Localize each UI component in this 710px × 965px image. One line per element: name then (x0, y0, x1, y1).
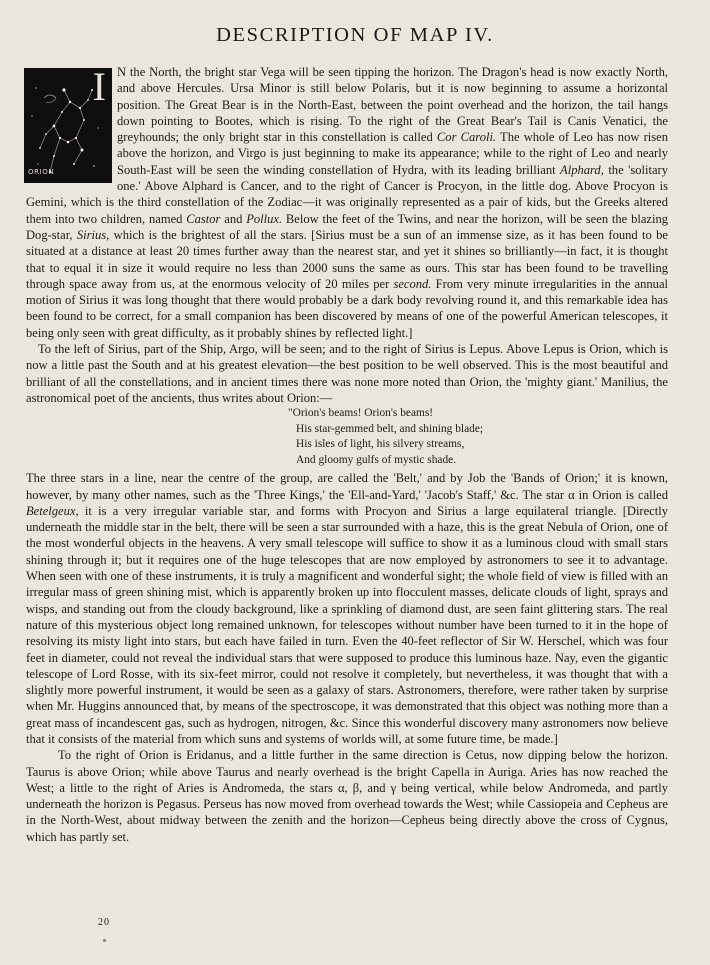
poem-quote (26, 406, 668, 468)
page-number: 20 (98, 917, 110, 928)
poem-line: His star-gemmed belt, and shining blade; (296, 422, 484, 435)
paragraph-2: To the left of Sirius, part of the Ship, Argo, will be seen; and to the right of Sirius is Lepus. Above Lepus is Orion, which is now a little past the South and at his greatest elevation—the best position to be well observed. This is the most beautiful and brilliant of all the constellations, and in ancient times there was none more noted than Orion, the 'mighty giant.' Manilius, the astronomical poet of the ancients, thus writes about Orion:— (26, 342, 668, 405)
figure-label: ORION (28, 167, 55, 176)
page-title: DESCRIPTION OF MAP IV. (216, 24, 494, 46)
drop-cap-letter: I (92, 64, 106, 109)
poem-line: His isles of light, his silvery streams, (296, 438, 465, 451)
paragraph-1: N the North, the bright star Vega will be seen tipping the horizon. The Dragon's head is now exactly North, and above Hercules. Ursa Minor is still below Polaris, but it is now beginning to assume a horizontal position. The Great Bear is in the North-East, between the point overhead and the horizon, the tail hangs down pointing to Bootes, which is rising. To the right of the Great Bear's Tail is Canis Venatici, the greyhounds; the only bright star in this constellation is called Cor Caroli. The whole of Leo has now risen above the horizon, and Virgo is just beginning to make its appearance; while to the right of Leo and nearly South-East will be seen the winding constellation of Hydra, with its leading brilliant Alphard, the 'solitary one.' Above Alphard is Cancer, and to the right of Cancer is Procyon, in the little dog. Above Procyon is Gemini, which is the third constellation of the Zodiac—it was originally represented as a pair of kids, but the Greeks altered them into two children, named Castor and Pollux. Below the feet of the Twins, and near the horizon, will be seen the blazing Dog-star, Sirius, which is the brightest of all the stars. [Sirius must be a sun of an immense size, as it has been found to be situated at a distance at least 20 times further away than the nearest star, and yet it shines so brilliantly—in fact, it is thought that to equal it in size it would require no less than 2000 suns the same as ours. This star has been found to be travelling through space away from us, at the enormous velocity of 20 miles per second. From very minute irregularities in the annual motion of Sirius it was long thought that there would probably be a dark body revolving round it, and this remarkable idea has been found to be correct, for a small companion has been discovered by means of one of the powerful American telescopes, it being only seen with great difficulty, as it probably shines by reflected light.] (26, 65, 669, 340)
poem-line: "Orion's beams! Orion's beams! (288, 407, 434, 420)
orion-illustration (24, 64, 112, 183)
paragraph-4: To the right of Orion is Eridanus, and a little further in the same direction is Cetus, now dipping below the horizon. Taurus is above Orion; while above Taurus and nearly overhead is the bright Capella in Auriga. Aries has now reached the West; a little to the right of Aries is Andromeda, the stars α, β, and γ being vertical, while below Andromeda, and partly underneath the horizon is Pegasus. Perseus has now moved from overhead towards the West; while Cassiopeia and Cepheus are in the North-West, about midway between the zenith and the horizon—Cepheus being directly above the cross of Cygnus, which has partly set. (26, 748, 668, 844)
ink-speck (103, 939, 106, 942)
poem-line: And gloomy gulfs of mystic shade. (296, 453, 457, 466)
article-body (26, 64, 668, 845)
paragraph-3: The three stars in a line, near the centre of the group, are called the 'Belt,' and by Job the 'Bands of Orion;' it is known, however, by many other names, such as the 'Three Kings,' the 'Ell-and-Yard,' 'Jacob's Staff,' &c. The star α in Orion is called Betelgeux, it is a very irregular variable star, and forms with Procyon and Sirius a large equilateral triangle. [Directly underneath the middle star in the belt, there will be seen a star surrounded with a haze, this is the great Nebula of Orion, one of the most wonderful objects in the heavens. A very small telescope will suffice to show it as a luminous cloud with small stars shining through it; but it requires one of the huge telescopes that are now employed by astronomers to see it to advantage. When seen with one of these instruments, it is truly a magnificent and wonderful sight; the whole field of view is filled with an irregular mass of green shining mist, which is apparently broken up into flocculent masses, delicate clouds of light, sprays and wisps, and standing out from the cloudy background, like a sprinkling of diamond dust, are seen faint glittering stars. The real nature of this mysterious object long remained unknown, for telescopes without number have been turned to it in the hope of resolving its misty light into stars, but each have failed in turn. Even the 40-feet reflector of Sir W. Herschel, which was four feet in diameter, could not reveal the individual stars that were supposed to produce this luminous haze. Nay, even the gigantic telescope of Lord Rosse, with its six-feet mirror, could not resolve it completely, but nevertheless, it was thought that with a slightly more powerful instrument, it would be seen as a galaxy of stars. Astronomers, therefore, were rather taken by surprise when Mr. Huggins announced that, by means of the spectroscope, it was demonstrated that this object was nothing more than a great mass of incandescent gas, such as hydrogen, nitrogen, &c. Since this wonderful discovery many astronomers now believe that it consists of the material from which suns and systems of worlds will, at some future time, be made.] (26, 471, 668, 746)
